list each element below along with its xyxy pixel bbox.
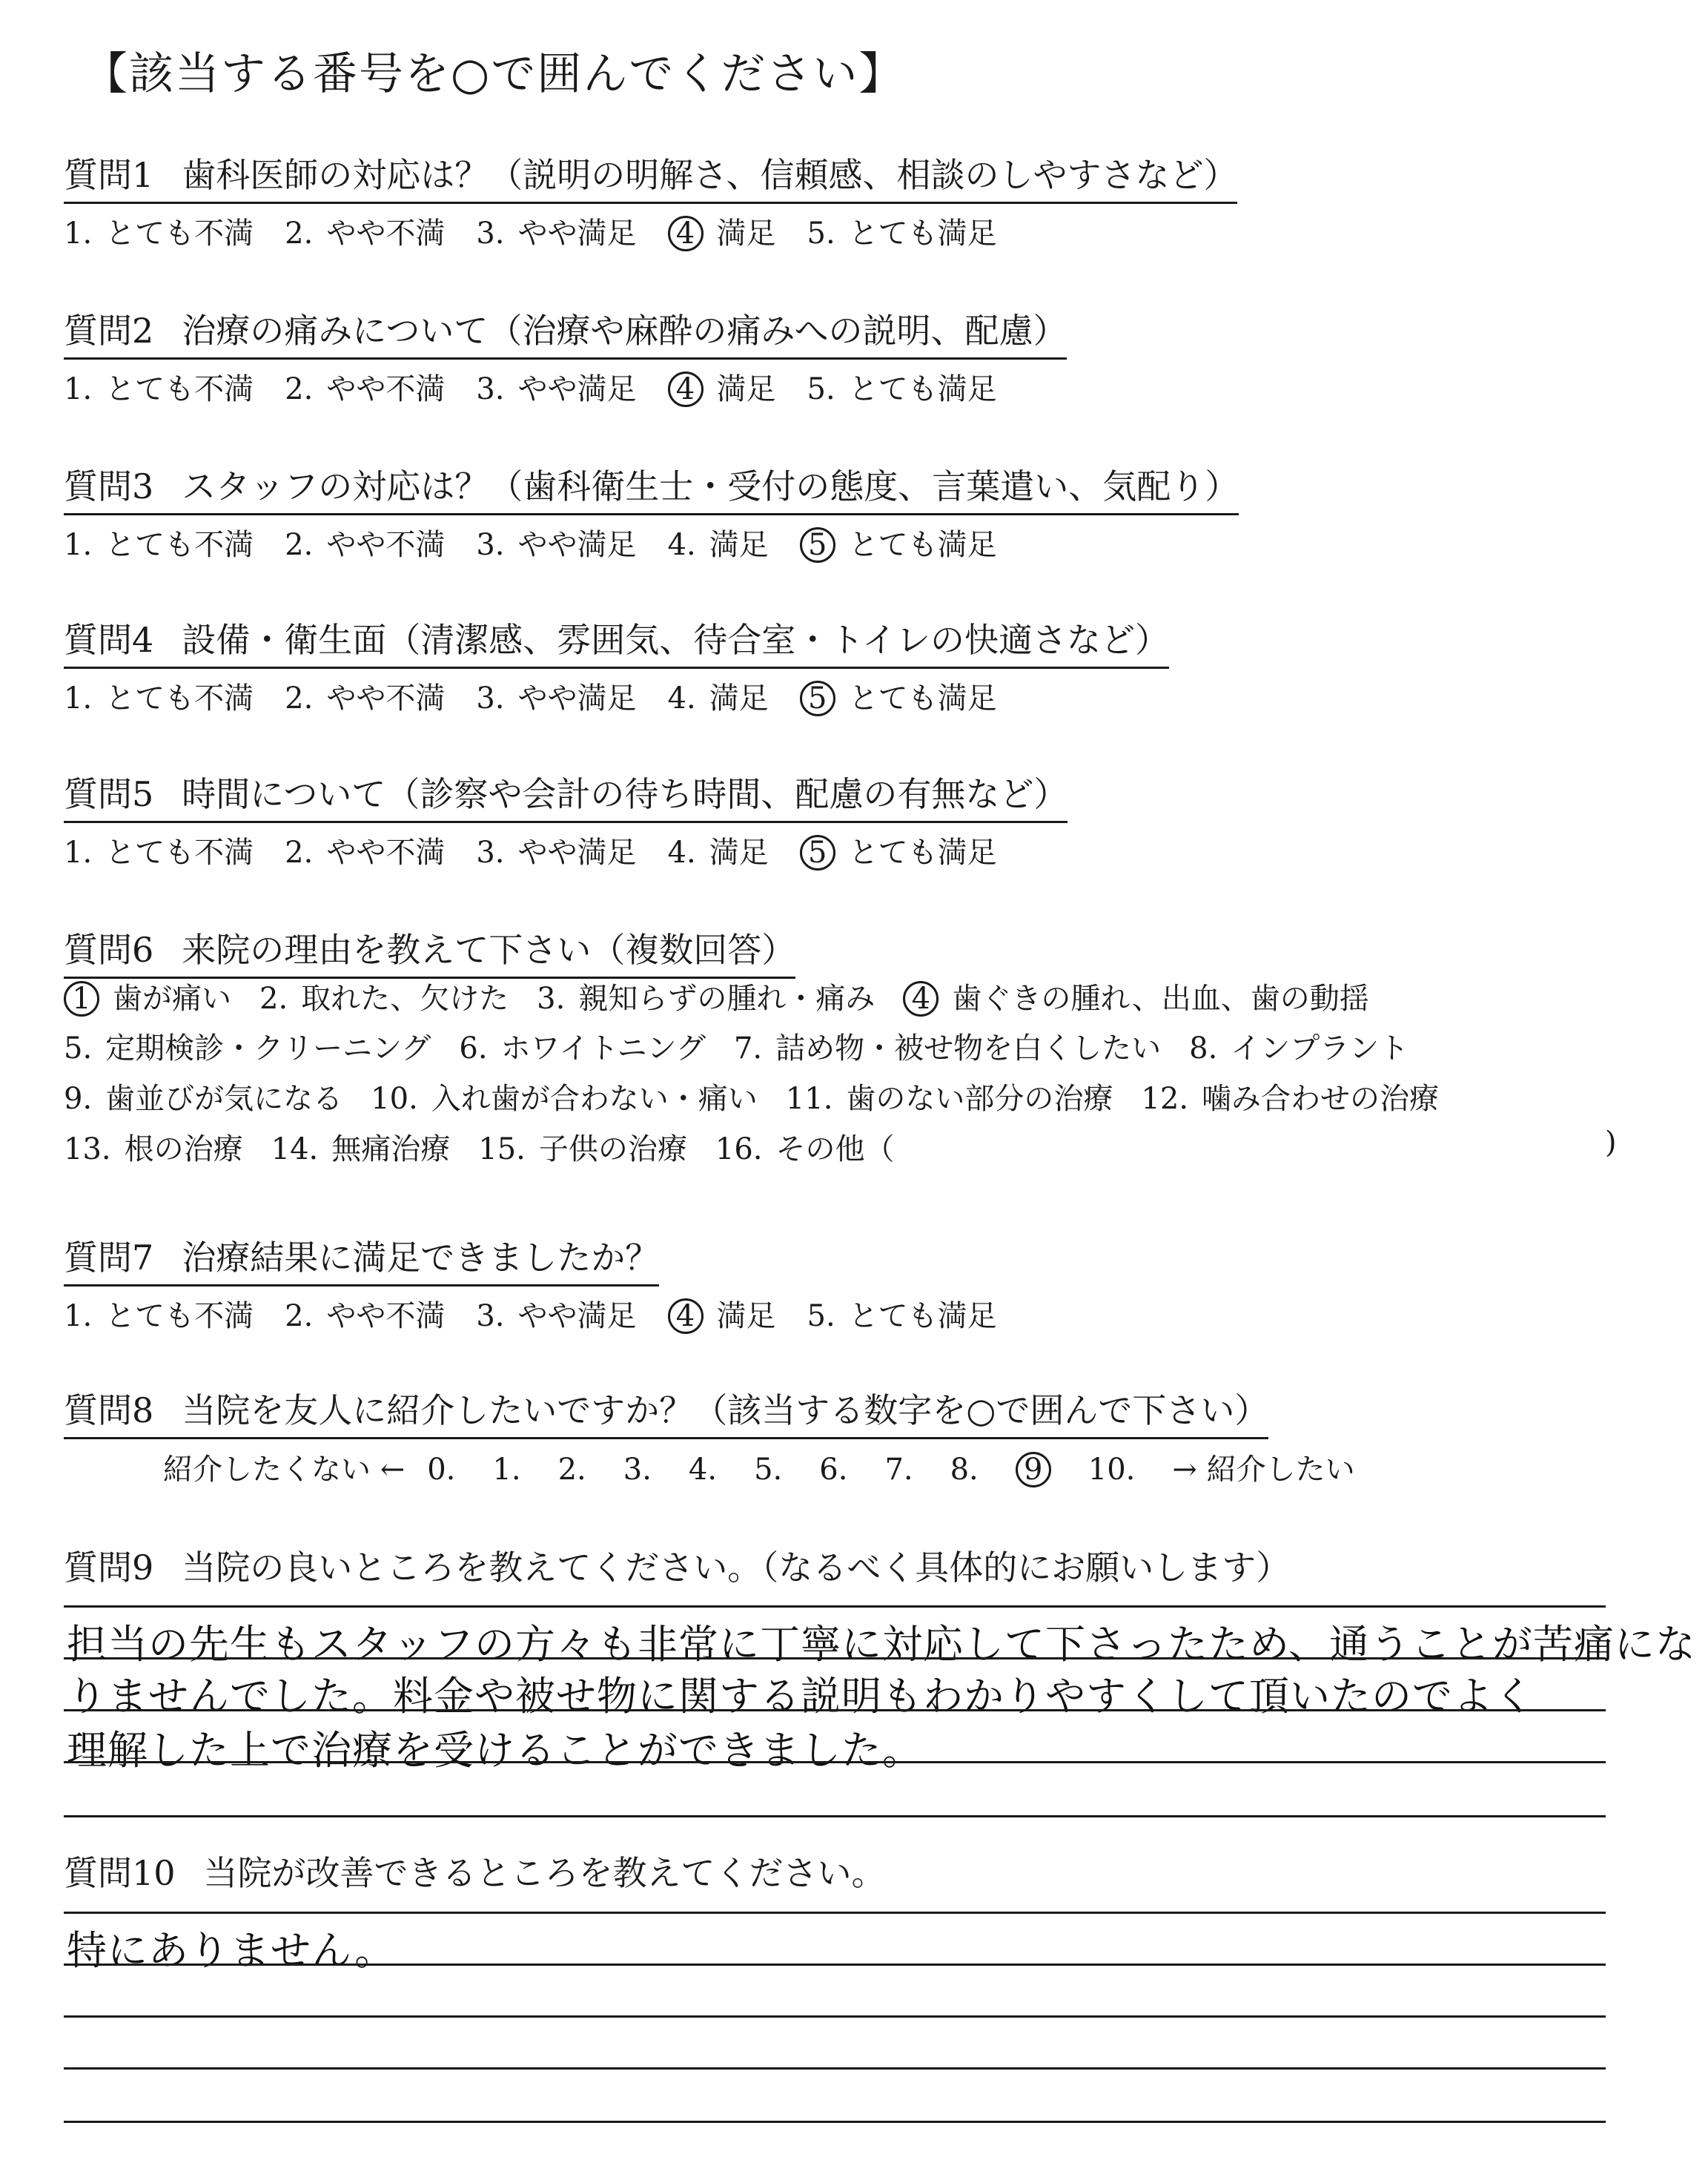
option-label: やや不満 xyxy=(326,372,446,406)
rating-option-4 xyxy=(668,521,769,564)
scale-number: 5. xyxy=(754,1453,783,1487)
option-label: とても不満 xyxy=(105,372,254,406)
rating-options xyxy=(64,521,1239,564)
answer-rule-line xyxy=(64,1761,1606,1763)
option-label: やや満足 xyxy=(517,372,637,406)
option-label: 子供の治療 xyxy=(538,1132,687,1166)
scale-number: 0. xyxy=(427,1453,456,1487)
reason-option-10 xyxy=(371,1075,758,1117)
rating-option-5 xyxy=(800,829,997,871)
option-label: とても満足 xyxy=(848,681,997,716)
option-number: 7. xyxy=(733,1031,763,1066)
rating-option-4 xyxy=(668,210,776,252)
selected-circle-mark: 5 xyxy=(800,835,835,871)
reason-option-5 xyxy=(64,1025,431,1067)
option-label: やや満足 xyxy=(517,681,637,716)
rating-option-1 xyxy=(64,1292,254,1335)
question-1-heading xyxy=(64,148,1237,204)
option-label: やや不満 xyxy=(326,217,446,251)
reason-option-2 xyxy=(259,975,509,1017)
option-label: とても満足 xyxy=(848,217,997,251)
question-4 xyxy=(64,613,1169,717)
selected-circle-mark: 4 xyxy=(668,371,704,407)
rating-option-2 xyxy=(285,521,445,564)
selected-circle-mark: 4 xyxy=(903,981,939,1017)
rating-option-4 xyxy=(668,675,769,717)
option-label: 親知らずの腫れ・痛み xyxy=(578,982,875,1016)
question-3-heading xyxy=(64,460,1239,515)
option-number: 3. xyxy=(476,1299,505,1333)
option-number: 1. xyxy=(64,681,93,716)
option-label: やや満足 xyxy=(517,217,637,251)
question-text: 当院を友人に紹介したいですか？（該当する数字を○で囲んで下さい） xyxy=(182,1390,1269,1430)
option-number: 8. xyxy=(1189,1031,1218,1066)
option-label: とても満足 xyxy=(848,1299,997,1333)
selected-circle-mark: 9 xyxy=(1016,1452,1051,1487)
rating-option-3 xyxy=(476,210,636,252)
reason-options-row xyxy=(64,1025,1437,1067)
q9-answer-line-3: 理解した上で治療を受けることができました。 xyxy=(67,1727,923,1774)
option-number: 14. xyxy=(271,1132,319,1166)
answer-rule-line xyxy=(64,1657,1606,1659)
option-number: 2. xyxy=(285,372,314,406)
option-number: 4. xyxy=(667,528,696,562)
option-number: 13. xyxy=(64,1132,111,1166)
option-label: やや不満 xyxy=(326,681,446,716)
question-6-heading xyxy=(64,923,795,979)
option-number: 9. xyxy=(64,1082,93,1116)
question-3 xyxy=(64,460,1239,564)
question-text: 時間について（診察や会計の待ち時間、配慮の有無など） xyxy=(182,774,1068,814)
option-number: 2. xyxy=(285,528,314,562)
option-label: 根の治療 xyxy=(124,1132,243,1166)
answer-rule-line xyxy=(64,1605,1606,1608)
option-number: 1. xyxy=(64,528,93,562)
option-number: 5. xyxy=(807,217,835,251)
option-number: 2. xyxy=(285,217,314,251)
option-label: 無痛治療 xyxy=(331,1132,451,1166)
option-label: とても不満 xyxy=(105,528,254,562)
option-number: 1. xyxy=(64,217,93,251)
scale-number: 2. xyxy=(557,1453,586,1487)
question-text: 当院の良いところを教えてください。（なるべく具体的にお願いします） xyxy=(182,1548,1291,1588)
q9-answer-line-1: 担当の先生もスタッフの方々も非常に丁寧に対応して下さったため、通うことが苦痛にな xyxy=(67,1621,1696,1668)
option-number: 2. xyxy=(285,836,314,870)
option-label: 歯ぐきの腫れ、出血、歯の動揺 xyxy=(952,982,1369,1016)
reason-option-15 xyxy=(478,1126,687,1168)
question-text: 当院が改善できるところを教えてください。 xyxy=(203,1853,886,1893)
reason-option-4 xyxy=(903,975,1368,1017)
option-label: インプラント xyxy=(1231,1031,1409,1066)
option-number: 4. xyxy=(667,681,696,716)
other-paren-close: ) xyxy=(1605,1126,1617,1160)
option-label: やや不満 xyxy=(326,528,446,562)
question-number: 質問10 xyxy=(64,1853,176,1893)
option-number: 2. xyxy=(285,1299,314,1333)
question-text: 設備・衛生面（清潔感、雰囲気、待合室・トイレの快適さなど） xyxy=(182,620,1169,660)
question-10 xyxy=(64,1846,886,1900)
answer-rule-line xyxy=(64,1964,1606,1966)
answer-rule-line xyxy=(64,2067,1606,2070)
reason-option-1 xyxy=(64,975,231,1017)
answer-rule-line xyxy=(64,1709,1606,1711)
reason-option-7 xyxy=(734,1025,1161,1067)
option-number: 10. xyxy=(371,1082,418,1116)
rating-option-3 xyxy=(476,1292,636,1335)
option-label: とても満足 xyxy=(848,372,997,406)
page-title: 【該当する番号を○で囲んでください】 xyxy=(83,48,905,100)
question-6 xyxy=(64,923,795,979)
option-number: 2. xyxy=(259,982,288,1016)
question-number: 質問4 xyxy=(64,620,154,660)
option-label: とても不満 xyxy=(105,836,254,870)
option-number: 15. xyxy=(478,1132,526,1166)
question-text: 治療の痛みについて（治療や麻酔の痛みへの説明、配慮） xyxy=(182,311,1068,351)
option-label: やや不満 xyxy=(326,836,446,870)
reason-options-row xyxy=(64,1075,1467,1117)
option-number: 16. xyxy=(715,1132,763,1166)
option-number: 3. xyxy=(476,372,505,406)
rating-option-2 xyxy=(285,829,445,871)
option-number: 12. xyxy=(1141,1082,1189,1116)
rating-option-1 xyxy=(64,829,254,871)
option-label: 満足 xyxy=(709,681,769,716)
option-number: 1. xyxy=(64,836,93,870)
option-label: やや満足 xyxy=(517,1299,637,1333)
option-label: 詰め物・被せ物を白くしたい xyxy=(775,1031,1162,1066)
selected-circle-mark: 5 xyxy=(800,527,835,563)
question-number: 質問5 xyxy=(64,774,154,814)
question-number: 質問9 xyxy=(64,1548,154,1588)
question-2-heading xyxy=(64,304,1067,360)
selected-circle-mark: 1 xyxy=(64,981,99,1017)
q10-answer-line-1: 特にありません。 xyxy=(67,1927,396,1974)
question-number: 質問3 xyxy=(64,466,154,506)
reason-option-16 xyxy=(715,1126,895,1168)
option-label: 満足 xyxy=(716,1299,776,1333)
selected-circle-mark: 4 xyxy=(668,216,704,251)
reason-option-12 xyxy=(1141,1075,1439,1117)
question-7 xyxy=(64,1231,1028,1335)
scale-number: 1. xyxy=(492,1453,521,1487)
question-9-heading xyxy=(64,1541,1290,1594)
option-label: 歯並びが気になる xyxy=(105,1082,343,1116)
rating-option-1 xyxy=(64,521,254,564)
option-number: 4. xyxy=(667,836,696,870)
question-number: 質問1 xyxy=(64,155,154,195)
question-5-heading xyxy=(64,767,1068,823)
option-label: とても満足 xyxy=(848,836,997,870)
option-number: 3. xyxy=(476,681,505,716)
recommend-scale xyxy=(163,1446,1377,1488)
option-label: 歯のない部分の治療 xyxy=(846,1082,1113,1116)
reason-option-14 xyxy=(271,1126,451,1168)
option-number: 3. xyxy=(476,528,505,562)
selected-circle-mark: 4 xyxy=(668,1298,704,1334)
option-number: 11. xyxy=(785,1082,833,1116)
rating-options xyxy=(64,829,1068,871)
question-1 xyxy=(64,148,1237,252)
question-number: 質問2 xyxy=(64,311,154,351)
question-5 xyxy=(64,767,1068,871)
rating-option-5 xyxy=(807,366,997,408)
option-number: 1. xyxy=(64,1299,93,1333)
option-label: 定期検診・クリーニング xyxy=(105,1031,431,1066)
rating-options xyxy=(64,210,1237,252)
rating-option-3 xyxy=(476,675,636,717)
rating-option-5 xyxy=(800,675,997,717)
rating-options xyxy=(64,366,1067,408)
question-text: 歯科医師の対応は？（説明の明解さ、信頼感、相談のしやすさなど） xyxy=(182,155,1238,195)
option-label: とても不満 xyxy=(105,1299,254,1333)
rating-option-4 xyxy=(668,1292,776,1335)
question-number: 質問6 xyxy=(64,930,154,970)
reason-option-6 xyxy=(459,1025,706,1067)
option-label: とても不満 xyxy=(105,681,254,716)
scale-left-label: 紹介したくない ← xyxy=(163,1453,406,1487)
option-label: やや満足 xyxy=(517,836,637,870)
answer-rule-line xyxy=(64,1815,1606,1817)
scale-number: 3. xyxy=(623,1453,652,1487)
question-8 xyxy=(64,1384,1268,1439)
question-text: スタッフの対応は？（歯科衛生士・受付の態度、言葉遣い、気配り） xyxy=(182,466,1239,506)
question-7-heading xyxy=(64,1231,659,1287)
option-label: 取れた、欠けた xyxy=(301,982,509,1016)
rating-options xyxy=(64,675,1169,717)
question-10-heading xyxy=(64,1846,886,1900)
question-4-heading xyxy=(64,613,1169,669)
option-label: とても満足 xyxy=(848,528,997,562)
rating-option-3 xyxy=(476,366,636,408)
scale-number: 10. xyxy=(1088,1453,1136,1487)
scale-number: 4. xyxy=(688,1453,718,1487)
option-label: 噛み合わせの治療 xyxy=(1202,1082,1440,1116)
option-label: やや満足 xyxy=(517,528,637,562)
option-number: 3. xyxy=(537,982,566,1016)
rating-option-4 xyxy=(668,829,769,871)
rating-option-5 xyxy=(807,1292,997,1335)
answer-rule-line xyxy=(64,2121,1606,2123)
reason-option-11 xyxy=(786,1075,1113,1117)
scale-number: 6. xyxy=(819,1453,848,1487)
rating-option-3 xyxy=(476,829,636,871)
question-number: 質問7 xyxy=(64,1238,154,1278)
question-number: 質問8 xyxy=(64,1390,154,1430)
answer-rule-line xyxy=(64,2015,1606,2018)
reason-options-row xyxy=(64,1126,923,1168)
rating-option-2 xyxy=(285,1292,445,1335)
option-number: 3. xyxy=(476,217,505,251)
rating-option-5 xyxy=(800,521,997,564)
option-label: とても不満 xyxy=(105,217,254,251)
rating-option-1 xyxy=(64,675,254,717)
option-label: 満足 xyxy=(709,528,769,562)
option-label: 満足 xyxy=(709,836,769,870)
option-number: 1. xyxy=(64,372,93,406)
option-label: やや不満 xyxy=(326,1299,446,1333)
reason-option-13 xyxy=(64,1126,243,1168)
question-9 xyxy=(64,1541,1290,1594)
rating-option-3 xyxy=(476,521,636,564)
rating-option-4 xyxy=(668,366,776,408)
q9-answer-line-2: りませんでした。料金や被せ物に関する説明もわかりやすくして頂いたのでよく xyxy=(67,1673,1535,1720)
option-number: 6. xyxy=(459,1031,488,1066)
option-number: 2. xyxy=(285,681,314,716)
option-label: 歯が痛い xyxy=(113,982,231,1016)
rating-option-2 xyxy=(285,675,445,717)
question-text: 来院の理由を教えて下さい（複数回答） xyxy=(182,930,796,970)
reason-option-3 xyxy=(537,975,875,1017)
rating-option-2 xyxy=(285,366,445,408)
question-text: 治療結果に満足できましたか？ xyxy=(182,1238,660,1278)
option-label: その他（ xyxy=(775,1132,895,1166)
scale-number: 8. xyxy=(950,1453,979,1487)
question-8-heading xyxy=(64,1384,1268,1439)
rating-options xyxy=(64,1292,1028,1335)
option-number: 5. xyxy=(64,1031,93,1066)
rating-option-1 xyxy=(64,210,254,252)
option-number: 5. xyxy=(807,372,835,406)
rating-option-1 xyxy=(64,366,254,408)
scale-number: 7. xyxy=(884,1453,913,1487)
scale-right-label: → 紹介したい xyxy=(1172,1453,1355,1487)
option-label: 満足 xyxy=(716,372,776,406)
selected-circle-mark: 5 xyxy=(800,681,835,716)
option-label: 満足 xyxy=(716,217,776,251)
option-number: 5. xyxy=(807,1299,835,1333)
option-number: 3. xyxy=(476,836,505,870)
question-2 xyxy=(64,304,1067,408)
reason-option-9 xyxy=(64,1075,342,1117)
reason-option-8 xyxy=(1189,1025,1409,1067)
reason-options-row xyxy=(64,975,1397,1017)
option-label: ホワイトニング xyxy=(500,1031,706,1066)
option-label: 入れ歯が合わない・痛い xyxy=(431,1082,758,1116)
answer-rule-line xyxy=(64,1912,1606,1914)
rating-option-5 xyxy=(807,210,997,252)
rating-option-2 xyxy=(285,210,445,252)
